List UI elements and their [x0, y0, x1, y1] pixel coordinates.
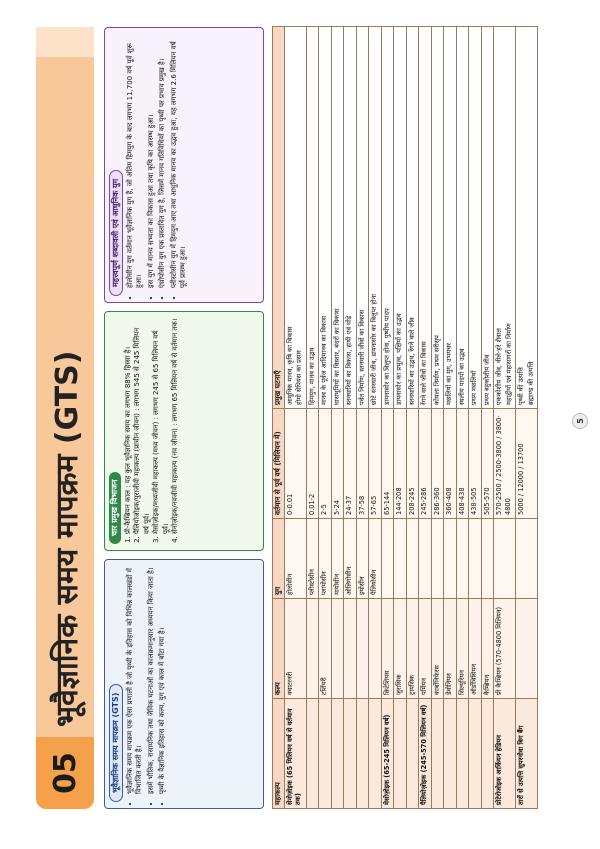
yug-cell: प्लीस्टोसीन — [306, 519, 319, 599]
header-cell: वर्तमान से पूर्व वर्ष (मिलियन में) — [273, 409, 285, 519]
event-line: स्थलीय पादपों का उद्भव — [457, 348, 466, 405]
table-row — [419, 27, 432, 809]
yug-cell — [394, 519, 407, 599]
modern-point: • प्लीस्टोसीन युग में हिमयुग आए तथा आधुनिक मानव का उद्भव हुआ, यह लगभग 2.6 मिलियन वर्ष पूर्व प्रारम्भ हुआ। — [170, 34, 189, 288]
event-line: आधुनिक मानव, कृषि का विकास — [285, 326, 294, 405]
events-cell — [381, 27, 394, 409]
event-line: मानव के पूर्वज आदिमानव का विकास — [320, 315, 328, 405]
events-cell — [481, 27, 494, 409]
maha-cell: तारों से उत्पत्ति सुपरनोवा बिग बैंग — [516, 699, 538, 809]
maha-cell — [444, 699, 457, 809]
events-cell — [394, 27, 407, 409]
table-row — [331, 27, 344, 809]
event-line: कोयला निर्माण, प्रथम सरीसृप — [432, 335, 441, 405]
event-line: स्तनधारियों का उद्भव, रेंगने वाले जीव — [407, 317, 416, 405]
maha-cell — [406, 699, 419, 809]
years-cell: 24-37 — [344, 409, 357, 519]
events-cell — [284, 27, 306, 409]
yug-cell: होलोसीन — [284, 519, 306, 599]
yug-cell — [456, 519, 469, 599]
table-row — [306, 27, 319, 809]
event-line: हिमयुग, मानव का उद्भव — [307, 347, 316, 405]
maha-cell — [319, 699, 332, 809]
maha-cell — [431, 699, 444, 809]
event-line: प्रथम मछलियाँ — [470, 370, 478, 405]
maha-cell — [469, 699, 482, 809]
stage-point: 4. सेनोज़ोइक/नवजीवी महाकल्प (नव जीवन) : लगभग 65 मिलियन वर्ष से वर्तमान तक। — [171, 318, 181, 534]
kalp-cell: ट्रायसिक — [406, 599, 419, 699]
table-row — [469, 27, 482, 809]
maha-cell — [456, 699, 469, 809]
table-row — [406, 27, 419, 809]
kalp-cell: सिल्यूरियन — [456, 599, 469, 699]
years-cell: 360-408 — [444, 409, 457, 519]
event-line: छोटे स्तनधारी जीव, डायनासोर का विलुप्त होना — [370, 293, 378, 405]
gts-table — [272, 26, 538, 809]
table-row — [344, 27, 357, 809]
table-row — [481, 27, 494, 809]
header-cell: युग — [273, 519, 285, 599]
title-decoration — [36, 27, 94, 57]
yug-cell — [406, 519, 419, 599]
kalp-cell — [356, 599, 369, 699]
years-cell: 0.01-2 — [306, 409, 319, 519]
maha-cell — [331, 699, 344, 809]
years-cell: 0-0.01 — [284, 409, 306, 519]
events-cell — [331, 27, 344, 409]
events-cell — [419, 27, 432, 409]
events-cell — [444, 27, 457, 409]
modern-info-box — [104, 27, 264, 303]
years-cell: 438-505 — [469, 409, 482, 519]
table-row — [284, 27, 306, 809]
yug-cell: इयोसीन — [356, 519, 369, 599]
stage-point: 1. प्री-कैम्ब्रियन काल : यह कुल भूवैज्ञानिक समय का लगभग 88% हिस्सा है। — [124, 318, 134, 534]
kalp-cell: क्रिटेशियस — [381, 599, 394, 699]
yug-cell: पैलियोसीन — [369, 519, 382, 599]
yug-cell — [481, 519, 494, 599]
years-cell: 2-5 — [319, 409, 332, 519]
yug-cell: प्लायोसीन — [319, 519, 332, 599]
header-cell: कल्प — [273, 599, 285, 699]
kalp-cell: कार्बोनिफेरस — [431, 599, 444, 699]
event-line: महाद्वीपों एवं महासागरों का निर्माण — [504, 323, 513, 405]
years-cell: 570-2500 / 2500-3800 / 3800-4800 — [494, 409, 516, 519]
stages-info-title: चार प्रमुख विभाजन — [109, 472, 121, 544]
table-header-row — [273, 27, 285, 809]
gts-info-title: भूवैज्ञानिक समय मापक्रम (GTS) — [109, 684, 123, 802]
kalp-cell: ऑर्डोविसियन — [469, 599, 482, 699]
table-body — [284, 27, 538, 809]
table-row — [356, 27, 369, 809]
kalp-cell: टर्शियरी — [319, 599, 332, 699]
events-cell — [344, 27, 357, 409]
event-line: एककोशीय जीव, नीले-हरे शैवाल — [495, 328, 503, 405]
event-line: डायनासोर का प्रभुत्व, पक्षियों का उद्भव — [395, 313, 403, 405]
event-line: घासभूमियों का विस्तार, बंदरों का विकास — [332, 308, 341, 405]
event-line: पृथ्वी की उत्पत्ति — [517, 367, 525, 405]
stage-point: 3. मेसोज़ोइक/मध्यजीवी महाकल्प (मध्य जीवन) : लगभग 245 से 65 मिलियन वर्ष पूर्व। — [152, 318, 171, 534]
gts-info-box — [104, 559, 264, 809]
page-title: भूवैज्ञानिक समय मापक्रम (GTS) — [36, 57, 94, 737]
kalp-cell — [331, 599, 344, 699]
gts-point: • भूवैज्ञानिक समय मापक्रम एक ऐसा प्रणाली है जो पृथ्वी के इतिहास को विभिन्न कालखंडों में विभाजित करती है। — [126, 566, 145, 794]
kalp-cell — [306, 599, 319, 699]
events-cell — [369, 27, 382, 409]
modern-point: • इस युग में मानव सभ्यता का विकास हुआ तथा कृषि का आरम्भ हुआ। — [147, 34, 157, 288]
kalp-cell — [369, 599, 382, 699]
modern-info-title: महत्त्वपूर्ण शब्दावली एवं आधुनिक युग — [109, 170, 123, 296]
table-row — [444, 27, 457, 809]
years-cell: 5000 / 12000 / 13700 — [516, 409, 538, 519]
page-number: 5 — [572, 413, 588, 429]
table-row — [394, 27, 407, 809]
kalp-cell: डेवोनियन — [444, 599, 457, 699]
yug-cell: ओलिगोसीन — [344, 519, 357, 599]
table-row — [319, 27, 332, 809]
kalp-cell: पर्मियन — [419, 599, 432, 699]
events-cell — [469, 27, 482, 409]
event-line: रेंगने वाले जीवों का विकास — [420, 341, 428, 405]
maha-cell — [306, 699, 319, 809]
event-line: होमो सेपियंस का प्रसार — [295, 350, 303, 405]
yug-cell: मायोसीन — [331, 519, 344, 599]
maha-cell: प्रोटेरोजोइक आर्कियन हेडियन — [494, 699, 516, 809]
events-cell — [494, 27, 516, 409]
table-row — [369, 27, 382, 809]
years-cell: 286-360 — [431, 409, 444, 519]
maha-cell — [369, 699, 382, 809]
table-row — [381, 27, 394, 809]
maha-cell: सेनोज़ोइक (65 मिलियन वर्ष से वर्तमान तक) — [284, 699, 306, 809]
years-cell: 408-438 — [456, 409, 469, 519]
stages-info-box — [104, 311, 264, 551]
years-cell: 505-570 — [481, 409, 494, 519]
years-cell: 65-144 — [381, 409, 394, 519]
yug-cell — [381, 519, 394, 599]
events-cell — [319, 27, 332, 409]
stage-point: 2. पैलियोजोइक/पुराजीवी महाकल्प (प्राचीन जीवन) : लगभग 545 से 245 मिलियन वर्ष पूर्व। — [133, 318, 152, 534]
kalp-cell: प्री कैम्ब्रियन (570-4800 मिलियन) — [494, 599, 516, 699]
gts-point: • इसमें भौतिक, रासायनिक तथा जैविक घटनाओं का कालक्रमानुसार अध्ययन किया जाता है। — [147, 566, 157, 794]
years-cell: 37-58 — [356, 409, 369, 519]
kalp-cell — [344, 599, 357, 699]
yug-cell — [469, 519, 482, 599]
header-cell: महाकल्प — [273, 699, 285, 809]
years-cell: 245-286 — [419, 409, 432, 519]
maha-cell: पैलियोज़ोइक (245-570 मिलियन वर्ष) — [419, 699, 432, 809]
gts-point: • पृथ्वी के वैज्ञानिक इतिहास को कल्प, युग एवं काल में बाँटा गया है। — [158, 566, 168, 794]
header-cell: प्रमुख घटनाएँ — [273, 27, 285, 409]
table-row — [494, 27, 516, 809]
event-line: पर्वत निर्माण, स्तनधारी जीवों का विकास — [357, 309, 366, 405]
kalp-cell: जुरासिक — [394, 599, 407, 699]
yug-cell — [419, 519, 432, 599]
event-line: प्रथम बहुकोशीय जीव — [482, 354, 491, 405]
years-cell: 5-24 — [331, 409, 344, 519]
kalp-cell — [516, 599, 538, 699]
maha-cell — [344, 699, 357, 809]
yug-cell — [444, 519, 457, 599]
events-cell — [516, 27, 538, 409]
chapter-number: 05 — [36, 737, 94, 809]
kalp-cell: कैम्ब्रियन — [481, 599, 494, 699]
table-row — [431, 27, 444, 809]
maha-cell: मेसोज़ोइक (65-245 मिलियन वर्ष) — [381, 699, 394, 809]
years-cell: 208-245 — [406, 409, 419, 519]
modern-point: • होलोसीन युग वर्तमान भूवैज्ञानिक युग है, जो अंतिम हिमयुग के बाद लगभग 11,700 वर्ष पूर्व शुरू हुआ। — [126, 34, 145, 288]
event-line: ब्रह्माण्ड की उत्पत्ति — [526, 361, 535, 405]
years-cell: 144-208 — [394, 409, 407, 519]
gts-table-wrap — [272, 27, 538, 809]
table-row — [516, 27, 538, 809]
years-cell: 57-65 — [369, 409, 382, 519]
yug-cell — [516, 519, 538, 599]
event-line: मछलियों का युग, उभयचर — [445, 343, 453, 405]
maha-cell — [356, 699, 369, 809]
modern-point: • एंथ्रोपोसीन युग एक प्रस्तावित युग है, जिसमें मानव गतिविधियों का पृथ्वी पर प्रभाव प्रमुख है। — [158, 34, 168, 288]
yug-cell — [494, 519, 516, 599]
event-line: स्तनधारियों का विकास, हाथी एवं घोड़े — [345, 315, 353, 405]
event-line: डायनासोर का विलुप्त होना, पुष्पीय पादप — [382, 308, 391, 405]
events-cell — [306, 27, 319, 409]
events-cell — [431, 27, 444, 409]
table-row — [456, 27, 469, 809]
kalp-cell: क्वाटरनरी — [284, 599, 306, 699]
events-cell — [456, 27, 469, 409]
events-cell — [406, 27, 419, 409]
yug-cell — [431, 519, 444, 599]
maha-cell — [394, 699, 407, 809]
maha-cell — [481, 699, 494, 809]
events-cell — [356, 27, 369, 409]
